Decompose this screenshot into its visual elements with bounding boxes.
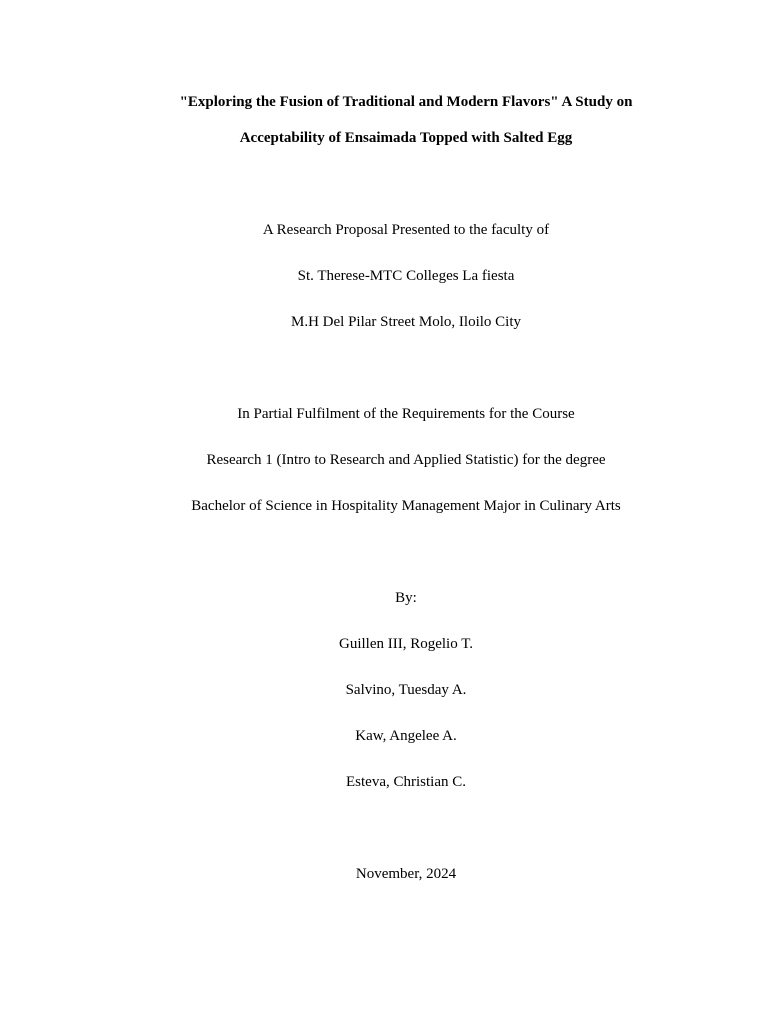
institution-address: M.H Del Pilar Street Molo, Iloilo City <box>291 314 521 330</box>
presentation-line-1: A Research Proposal Presented to the faculty of <box>262 222 550 238</box>
author-name: Guillen III, Rogelio T. <box>338 636 473 652</box>
institution-name: St. Therese-MTC Colleges La fiesta <box>297 268 515 284</box>
title-line-1: "Exploring the Fusion of Traditional and Modern Flavors" A Study on <box>179 94 633 110</box>
author-name: Salvino, Tuesday A. <box>345 682 467 698</box>
degree-line: Bachelor of Science in Hospitality Management Major in Culinary Arts <box>191 498 621 514</box>
document-date: November, 2024 <box>355 866 457 882</box>
author-name: Kaw, Angelee A. <box>355 728 457 744</box>
fulfilment-line-2: Research 1 (Intro to Research and Applied Statistic) for the degree <box>206 452 606 468</box>
title-line-2: Acceptability of Ensaimada Topped with Salted Egg <box>239 130 573 146</box>
fulfilment-line-1: In Partial Fulfilment of the Requirements for the Course <box>237 406 575 422</box>
by-label: By: <box>395 590 417 606</box>
author-name: Esteva, Christian C. <box>346 774 466 790</box>
